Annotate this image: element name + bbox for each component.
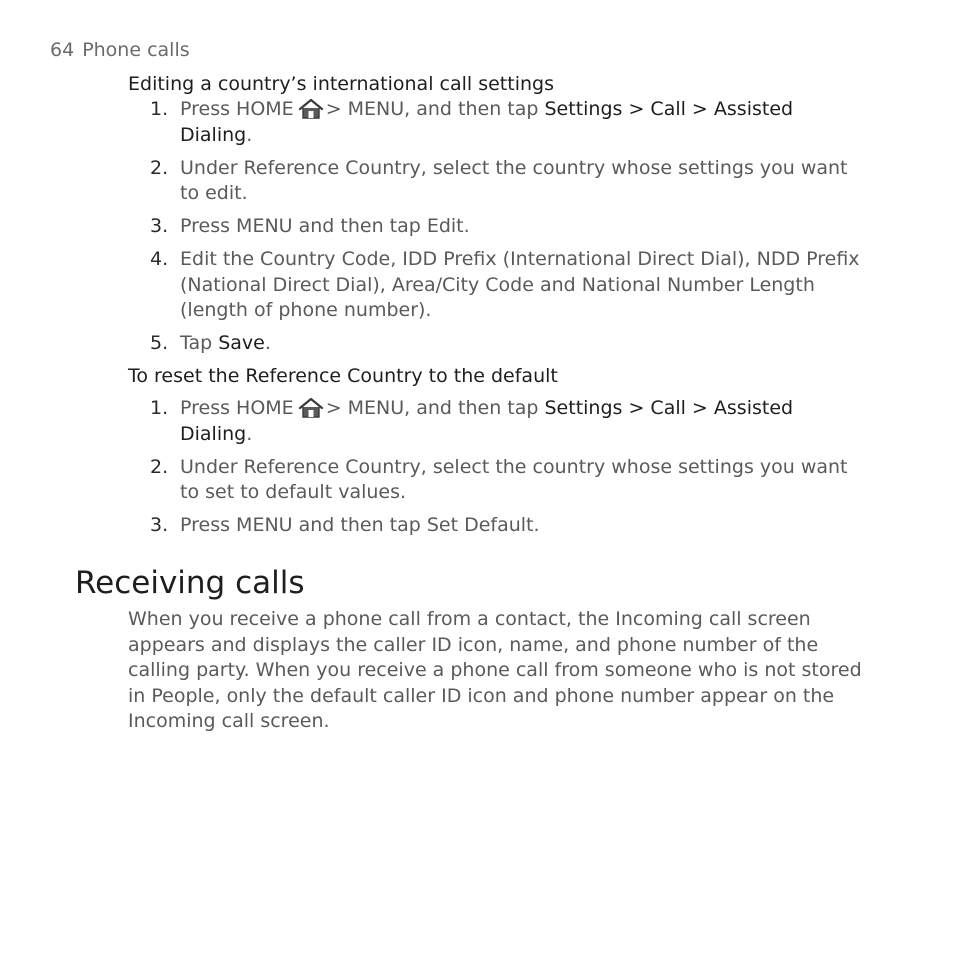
step-text: . [264, 332, 271, 354]
home-icon [298, 98, 324, 120]
step-text: . [246, 123, 253, 146]
receiving-calls-paragraph: When you receive a phone call from a contact, the Incoming call screen appears and displays the caller ID icon, name, and phone number of the calling party. When you receive a phone call from someone who is not stored in People, only the default caller ID icon and phone number appear on the Incoming call screen. [128, 608, 862, 732]
section-edit-country-settings [128, 72, 868, 357]
list-item [128, 455, 868, 506]
step-text: Press MENU and then tap Edit. [180, 215, 470, 237]
step-number: 1. [150, 98, 169, 120]
list-item [128, 97, 868, 148]
step-number: 2. [150, 455, 169, 478]
step-text: Press HOME [180, 98, 294, 120]
subheading-reset-reference-country: To reset the Reference Country to the default [128, 365, 558, 387]
page-number: 64 [50, 39, 75, 61]
subheading-edit-country-settings: Editing a country’s international call settings [128, 73, 554, 95]
chapter-title: Phone calls [82, 39, 190, 61]
step-text: Under Reference Country, select the country whose settings you want to edit. [180, 156, 848, 204]
section-heading-receiving-calls: Receiving calls [75, 565, 305, 601]
list-item [128, 513, 868, 539]
step-text: Under Reference Country, select the country whose settings you want to set to default values. [180, 455, 848, 503]
list-item [128, 214, 868, 240]
save-term: Save [218, 332, 265, 354]
list-item [128, 247, 868, 324]
step-text: Tap [180, 332, 213, 354]
step-text: Press HOME [180, 397, 294, 419]
step-number: 2. [150, 156, 169, 179]
list-item [128, 396, 868, 447]
step-number: 3. [150, 514, 169, 536]
section-reset-reference-country [128, 364, 868, 539]
step-text: > MENU, and then tap [325, 397, 539, 419]
home-icon [298, 397, 324, 419]
step-number: 1. [150, 397, 169, 419]
step-number: 4. [150, 248, 169, 270]
running-header [50, 38, 190, 62]
steps-list-edit [128, 97, 868, 357]
steps-list-reset [128, 396, 868, 539]
step-text: > MENU, and then tap [325, 98, 539, 120]
step-text: Press MENU and then tap Set Default. [180, 514, 540, 536]
step-text: Edit the Country Code, IDD Prefix (International Direct Dial), NDD Prefix (National Direct Dial), Area/City Code and National Number Length (length of phone number). [180, 248, 860, 321]
menu-path: Settings > Call > Assisted Dialing [180, 98, 794, 146]
list-item [128, 331, 868, 357]
step-text: . [246, 422, 253, 445]
step-number: 5. [150, 332, 169, 354]
menu-path: Settings > Call > Assisted Dialing [180, 397, 794, 445]
list-item [128, 156, 868, 207]
step-number: 3. [150, 215, 169, 237]
